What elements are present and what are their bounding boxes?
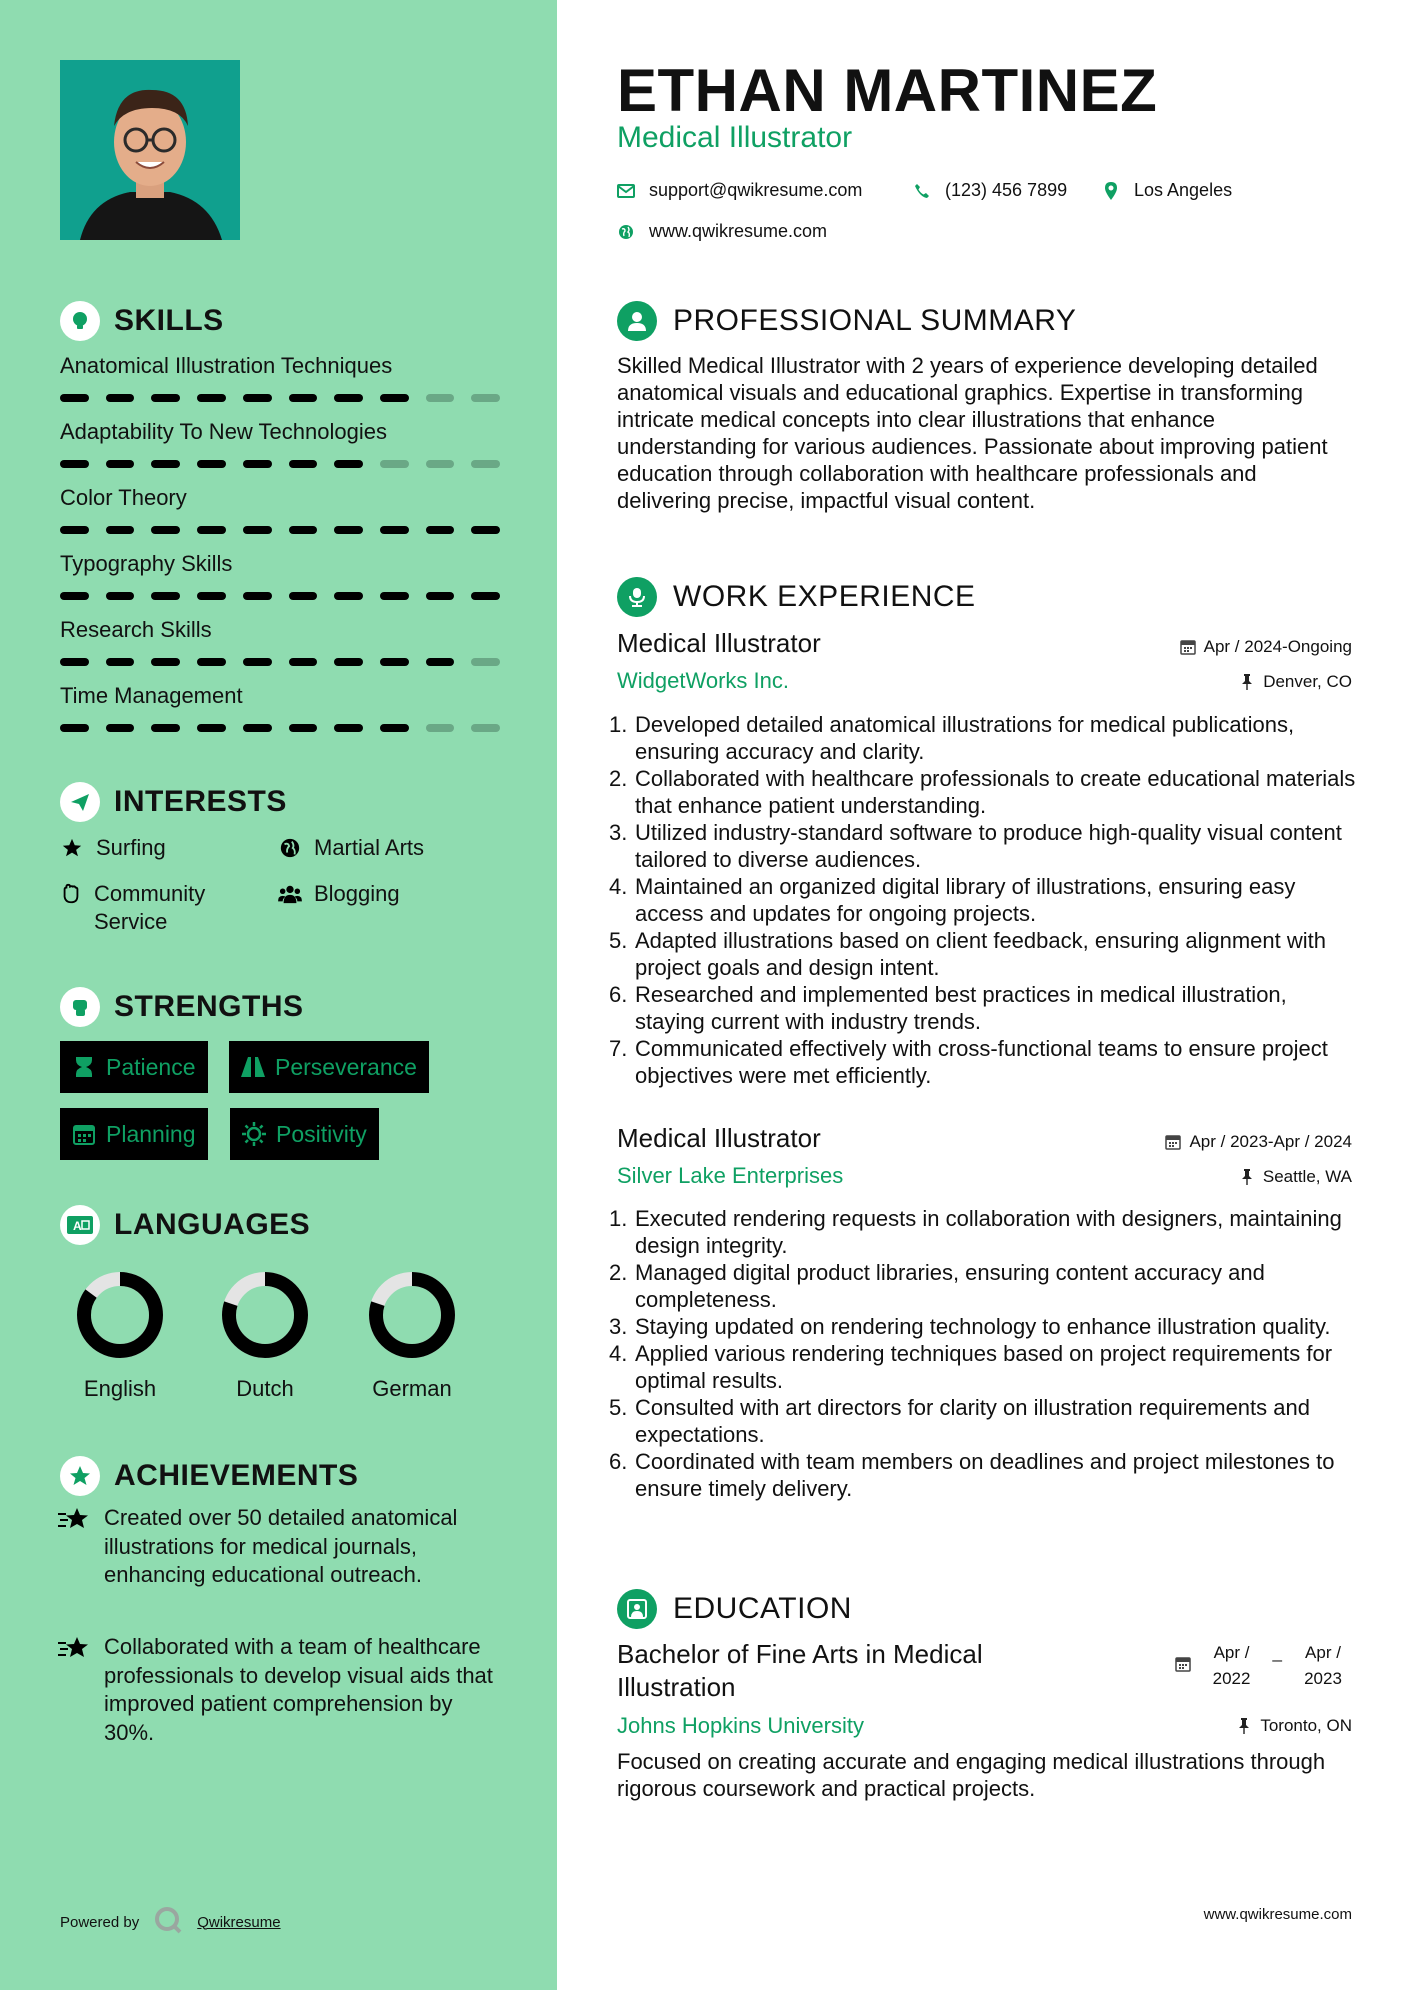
rating-segment-filled [334, 526, 363, 534]
email-text: support@qwikresume.com [649, 180, 863, 200]
rating-segment-empty [380, 460, 409, 468]
duties-list [617, 1205, 1357, 1502]
language-item [190, 1270, 340, 1402]
rating-segment-filled [151, 526, 180, 534]
skill-name: Typography Skills [60, 551, 233, 576]
podium-icon [617, 577, 657, 617]
location-text: Seattle, WA [1262, 1167, 1352, 1186]
date-separator: _ [1272, 1643, 1282, 1662]
rating-segment-filled [243, 658, 272, 666]
duty-item: Executed rendering requests in collaboration with designers, maintaining design integrity. [635, 1206, 1342, 1258]
rating-segment-filled [426, 658, 455, 666]
strength-chip [60, 1041, 208, 1093]
language-name: English [83, 1376, 157, 1401]
skill-name: Anatomical Illustration Techniques [60, 353, 393, 378]
phone-icon [913, 182, 931, 200]
rating-segment-filled [60, 394, 89, 402]
qwikresume-logo-icon [153, 1905, 183, 1939]
language-name: German [372, 1376, 452, 1401]
skill-item [60, 681, 500, 732]
globe-icon [278, 834, 302, 862]
rating-segment-filled [197, 658, 226, 666]
website-text: www.qwikresume.com [649, 221, 828, 241]
rating-segment-filled [106, 394, 135, 402]
skill-rating-bar [60, 592, 500, 600]
skill-rating-bar [60, 724, 500, 732]
job-location [1239, 1167, 1352, 1187]
rating-segment-filled [60, 592, 89, 600]
skill-rating-bar [60, 394, 500, 402]
rating-segment-filled [380, 526, 409, 534]
interest-label: Martial Arts [314, 835, 425, 860]
duty-item: Applied various rendering techniques based on project requirements for optimal results. [635, 1341, 1333, 1393]
duty-item: Developed detailed anatomical illustrations for medical publications, ensuring accuracy and clarity. [635, 712, 1295, 764]
location-text: Los Angeles [1134, 180, 1233, 200]
degree-title: Bachelor of Fine Arts in Medical Illustration [617, 1639, 983, 1702]
interests-title: INTERESTS [114, 785, 287, 818]
calendar-icon [1165, 1134, 1181, 1150]
fist-icon [60, 987, 100, 1027]
achievement-item [58, 1504, 498, 1590]
rating-segment-empty [426, 460, 455, 468]
duty-item: Collaborated with healthcare professionals to create educational materials that enhance patient understanding. [635, 766, 1356, 818]
rating-segment-filled [334, 658, 363, 666]
job-dates [1165, 1132, 1352, 1152]
language-name: Dutch [236, 1376, 294, 1401]
dates-text: Apr / 2023-Apr / 2024 [1189, 1132, 1352, 1151]
star-badge-icon [60, 1456, 100, 1496]
calendar-icon [1175, 1640, 1191, 1692]
contact-location [1102, 180, 1232, 201]
rating-segment-filled [151, 592, 180, 600]
rating-segment-filled [197, 724, 226, 732]
phone-text: (123) 456 7899 [945, 180, 1068, 200]
skill-rating-bar [60, 658, 500, 666]
rating-segment-filled [60, 658, 89, 666]
education-heading [617, 1589, 852, 1629]
paper-plane-icon [60, 782, 100, 822]
pushpin-icon [1236, 1718, 1252, 1734]
dates-text: Apr / 2024-Ongoing [1203, 637, 1352, 656]
strength-label: Positivity [276, 1120, 367, 1147]
language-icon [60, 1205, 100, 1245]
rating-segment-filled [197, 526, 226, 534]
education-text: Focused on creating accurate and engaging medical illustrations through rigorous coursework and practical projects. [617, 1749, 1326, 1801]
contact-email[interactable] [617, 180, 862, 201]
duty-item: Consulted with art directors for clarity on illustration requirements and expectations. [635, 1395, 1310, 1447]
education-dates [1175, 1640, 1352, 1692]
rating-segment-filled [197, 394, 226, 402]
experience-heading [617, 577, 976, 617]
duties-list [617, 711, 1357, 1089]
location-text: Toronto, ON [1260, 1716, 1352, 1735]
skill-rating-bar [60, 526, 500, 534]
strength-label: Patience [106, 1053, 196, 1080]
rating-segment-filled [60, 724, 89, 732]
company-name: Silver Lake Enterprises [617, 1163, 844, 1188]
rating-segment-filled [243, 460, 272, 468]
interests-heading [60, 782, 287, 822]
skill-rating-bar [60, 460, 500, 468]
interest-label: Community Service [94, 881, 206, 934]
profile-photo [60, 60, 240, 240]
strength-chip [229, 1041, 429, 1093]
rating-segment-filled [289, 394, 318, 402]
skill-item [60, 615, 500, 666]
rating-segment-filled [334, 394, 363, 402]
rating-segment-filled [334, 724, 363, 732]
language-item [45, 1270, 195, 1402]
users-icon [278, 880, 302, 908]
powered-by-label: Powered by [60, 1913, 140, 1931]
hourglass-icon [72, 1055, 96, 1079]
skill-name: Time Management [60, 683, 243, 708]
achievement-text: Collaborated with a team of healthcare professionals to develop visual aids that improved patient comprehension by 30%. [104, 1634, 493, 1745]
rating-segment-empty [471, 658, 500, 666]
rating-segment-filled [289, 526, 318, 534]
rating-segment-filled [243, 592, 272, 600]
job-location [1239, 672, 1352, 692]
strengths-title: STRENGTHS [114, 990, 304, 1023]
rating-segment-filled [106, 658, 135, 666]
interest-item [60, 834, 166, 862]
skills-heading [60, 301, 224, 341]
envelope-icon [617, 182, 635, 200]
star-icon [60, 834, 84, 862]
duty-item: Communicated effectively with cross-functional teams to ensure project objectives were met efficiently. [635, 1036, 1328, 1088]
skill-item [60, 483, 500, 534]
rating-segment-empty [471, 724, 500, 732]
rating-segment-filled [243, 724, 272, 732]
candidate-role: Medical Illustrator [617, 121, 853, 154]
job-title: Medical Illustrator [617, 1123, 821, 1153]
pushpin-icon [1239, 674, 1255, 690]
qwikresume-link[interactable]: Qwikresume [197, 1913, 281, 1931]
rating-segment-filled [380, 592, 409, 600]
rating-segment-filled [426, 592, 455, 600]
company-name: WidgetWorks Inc. [617, 668, 789, 693]
skill-name: Color Theory [60, 485, 187, 510]
globe-icon [617, 223, 635, 241]
rating-segment-filled [334, 592, 363, 600]
calendar-icon [72, 1122, 96, 1146]
achievement-item [58, 1633, 498, 1747]
rating-segment-filled [334, 460, 363, 468]
interest-label: Surfing [96, 835, 166, 860]
skill-item [60, 549, 500, 600]
skill-item [60, 417, 500, 468]
summary-text: Skilled Medical Illustrator with 2 years of experience developing detailed anatomical visuals and educational graphics. Expertise in transforming intricate medical concepts into clear illustrations that enhance understanding for various audiences. Passionate about improving patient education through collaboration with healthcare professionals and delivering precise, impactful visual content. [617, 353, 1328, 513]
rating-segment-filled [289, 658, 318, 666]
start-date: Apr / 2022 [1212, 1643, 1251, 1688]
shooting-star-icon [58, 1504, 90, 1590]
strength-chip [60, 1108, 208, 1160]
rating-segment-filled [151, 394, 180, 402]
duty-item: Utilized industry-standard software to produce high-quality visual content tailored to diverse audiences. [635, 820, 1342, 872]
duty-item: Managed digital product libraries, ensuring content accuracy and completeness. [635, 1260, 1265, 1312]
contact-phone[interactable] [913, 180, 1067, 201]
duty-item: Coordinated with team members on deadlines and project milestones to ensure timely delivery. [635, 1449, 1335, 1501]
summary-title: PROFESSIONAL SUMMARY [673, 304, 1077, 337]
job-dates [1180, 637, 1352, 657]
rating-segment-filled [380, 658, 409, 666]
education-title: EDUCATION [673, 1592, 852, 1625]
rating-segment-filled [151, 460, 180, 468]
map-pin-icon [1102, 182, 1120, 200]
rating-segment-filled [197, 460, 226, 468]
user-icon [617, 301, 657, 341]
rating-segment-empty [426, 724, 455, 732]
rating-segment-filled [289, 724, 318, 732]
achievements-title: ACHIEVEMENTS [114, 1459, 359, 1492]
rating-segment-filled [106, 526, 135, 534]
rating-segment-filled [380, 394, 409, 402]
language-donut [367, 1270, 457, 1360]
rating-segment-filled [151, 658, 180, 666]
sidebar [0, 0, 557, 1990]
rating-segment-empty [471, 460, 500, 468]
location-text: Denver, CO [1263, 672, 1352, 691]
job-title: Medical Illustrator [617, 628, 821, 658]
strengths-heading [60, 987, 304, 1027]
rating-segment-empty [426, 394, 455, 402]
end-date: Apr / 2023 [1304, 1643, 1342, 1688]
duty-item: Staying updated on rendering technology to enhance illustration quality. [635, 1314, 1331, 1339]
pushpin-icon [1239, 1169, 1255, 1185]
rating-segment-filled [471, 526, 500, 534]
languages-title: LANGUAGES [114, 1208, 311, 1241]
language-item [337, 1270, 487, 1402]
lightbulb-icon [60, 301, 100, 341]
experience-title: WORK EXPERIENCE [673, 580, 976, 613]
rating-segment-filled [106, 592, 135, 600]
footer-website-link[interactable]: www.qwikresume.com [1203, 1906, 1352, 1923]
duty-item: Maintained an organized digital library of illustrations, ensuring easy access and updates for ongoing projects. [635, 874, 1296, 926]
hand-icon [60, 880, 82, 908]
contact-website[interactable] [617, 221, 827, 242]
person-avatar-icon [60, 60, 240, 240]
svg-text:A: A [73, 1219, 82, 1233]
shooting-star-icon [58, 1633, 90, 1747]
rating-segment-filled [471, 592, 500, 600]
language-donut [220, 1270, 310, 1360]
education-location [1236, 1716, 1352, 1736]
interest-item [278, 834, 424, 862]
sun-icon [242, 1122, 266, 1146]
rating-segment-filled [106, 460, 135, 468]
interest-item [278, 880, 400, 908]
rating-segment-empty [471, 394, 500, 402]
rating-segment-filled [289, 460, 318, 468]
rating-segment-filled [380, 724, 409, 732]
achievements-heading [60, 1456, 358, 1496]
skill-item [60, 351, 500, 402]
strength-label: Planning [106, 1120, 196, 1147]
interest-item [60, 880, 260, 936]
rating-segment-filled [60, 526, 89, 534]
language-donut [75, 1270, 165, 1360]
graduation-icon [617, 1589, 657, 1629]
duty-item: Adapted illustrations based on client feedback, ensuring alignment with project goals and design intent. [635, 928, 1326, 980]
skills-title: SKILLS [114, 304, 224, 337]
rating-segment-filled [197, 592, 226, 600]
rating-segment-filled [243, 526, 272, 534]
interest-label: Blogging [314, 881, 400, 906]
rating-segment-filled [243, 394, 272, 402]
strength-label: Perseverance [275, 1053, 417, 1080]
powered-by [60, 1905, 281, 1939]
rating-segment-filled [426, 526, 455, 534]
school-name: Johns Hopkins University [617, 1713, 864, 1738]
languages-heading [60, 1205, 310, 1245]
calendar-icon [1180, 639, 1196, 655]
rating-segment-filled [151, 724, 180, 732]
candidate-name: ETHAN MARTINEZ [617, 57, 1158, 124]
achievement-text: Created over 50 detailed anatomical illustrations for medical journals, enhancing educational outreach. [104, 1505, 458, 1587]
skill-name: Research Skills [60, 617, 212, 642]
summary-heading [617, 301, 1076, 341]
skill-name: Adaptability To New Technologies [60, 419, 387, 444]
strength-chip [230, 1108, 379, 1160]
rating-segment-filled [60, 460, 89, 468]
rating-segment-filled [289, 592, 318, 600]
road-icon [241, 1055, 265, 1079]
rating-segment-filled [106, 724, 135, 732]
duty-item: Researched and implemented best practices in medical illustration, staying current with industry trends. [635, 982, 1287, 1034]
